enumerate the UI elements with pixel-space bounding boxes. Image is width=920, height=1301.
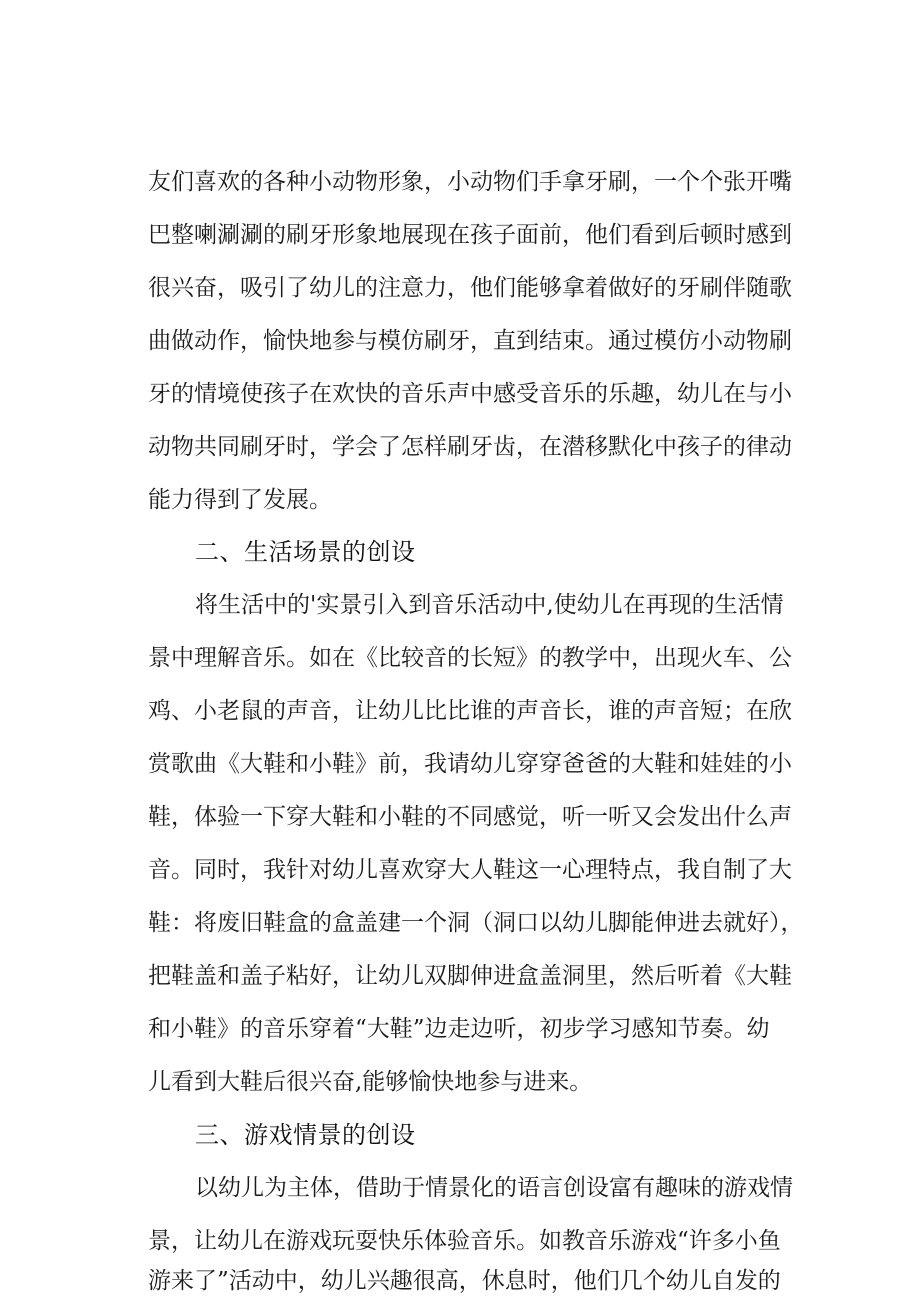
text-line: 鞋：将废旧鞋盒的盒盖建一个洞（洞口以幼儿脚能伸进去就好）， — [148, 910, 804, 936]
text-line: 鸡、小老鼠的声音，让幼儿比比谁的声音长，谁的声音短；在欣 — [148, 698, 792, 724]
text-line: 牙的情境使孩子在欢快的音乐声中感受音乐的乐趣，幼儿在与小 — [148, 381, 792, 407]
section-heading: 三、游戏情景的创设 — [195, 1121, 416, 1149]
text-line: 和小鞋》的音乐穿着“大鞋”边走边听，初步学习感知节奏。幼 — [148, 1016, 770, 1042]
section-heading: 二、生活场景的创设 — [195, 538, 416, 566]
text-line: 赏歌曲《大鞋和小鞋》前，我请幼儿穿穿爸爸的大鞋和娃娃的小 — [148, 751, 792, 777]
text-line: 巴整喇涮涮的刷牙形象地展现在孩子面前，他们看到后顿时感到 — [148, 222, 792, 248]
text-line: 很兴奋，吸引了幼儿的注意力，他们能够拿着做好的牙刷伴随歌 — [148, 275, 792, 301]
text-line: 将生活中的'实景引入到音乐活动中,使幼儿在再现的生活情 — [195, 592, 784, 618]
text-line: 把鞋盖和盖子粘好，让幼儿双脚伸进盒盖洞里，然后听着《大鞋 — [148, 963, 792, 989]
text-line: 友们喜欢的各种小动物形象，小动物们手拿牙刷，一个个张开嘴 — [148, 169, 792, 195]
text-line: 音。同时，我针对幼儿喜欢穿大人鞋这一心理特点，我自制了大 — [148, 857, 792, 883]
text-line: 曲做动作，愉快地参与模仿刷牙，直到结束。通过模仿小动物刷 — [148, 328, 792, 354]
text-line: 儿看到大鞋后很兴奋,能够愉快地参与进来。 — [148, 1069, 593, 1095]
text-line: 以幼儿为主体，借助于情景化的语言创设富有趣味的游戏情 — [195, 1175, 793, 1201]
text-line: 鞋，体验一下穿大鞋和小鞋的不同感觉，听一听又会发出什么声 — [148, 804, 792, 830]
text-line: 游来了”活动中，幼儿兴趣很高，休息时，他们几个幼儿自发的 — [148, 1268, 781, 1294]
text-line: 景中理解音乐。如在《比较音的长短》的教学中，出现火车、公 — [148, 645, 792, 671]
text-line: 景，让幼儿在游戏玩耍快乐体验音乐。如教音乐游戏“许多小鱼 — [148, 1228, 781, 1254]
text-line: 动物共同刷牙时，学会了怎样刷牙齿，在潜移默化中孩子的律动 — [148, 434, 792, 460]
text-line: 能力得到了发展。 — [148, 487, 332, 513]
